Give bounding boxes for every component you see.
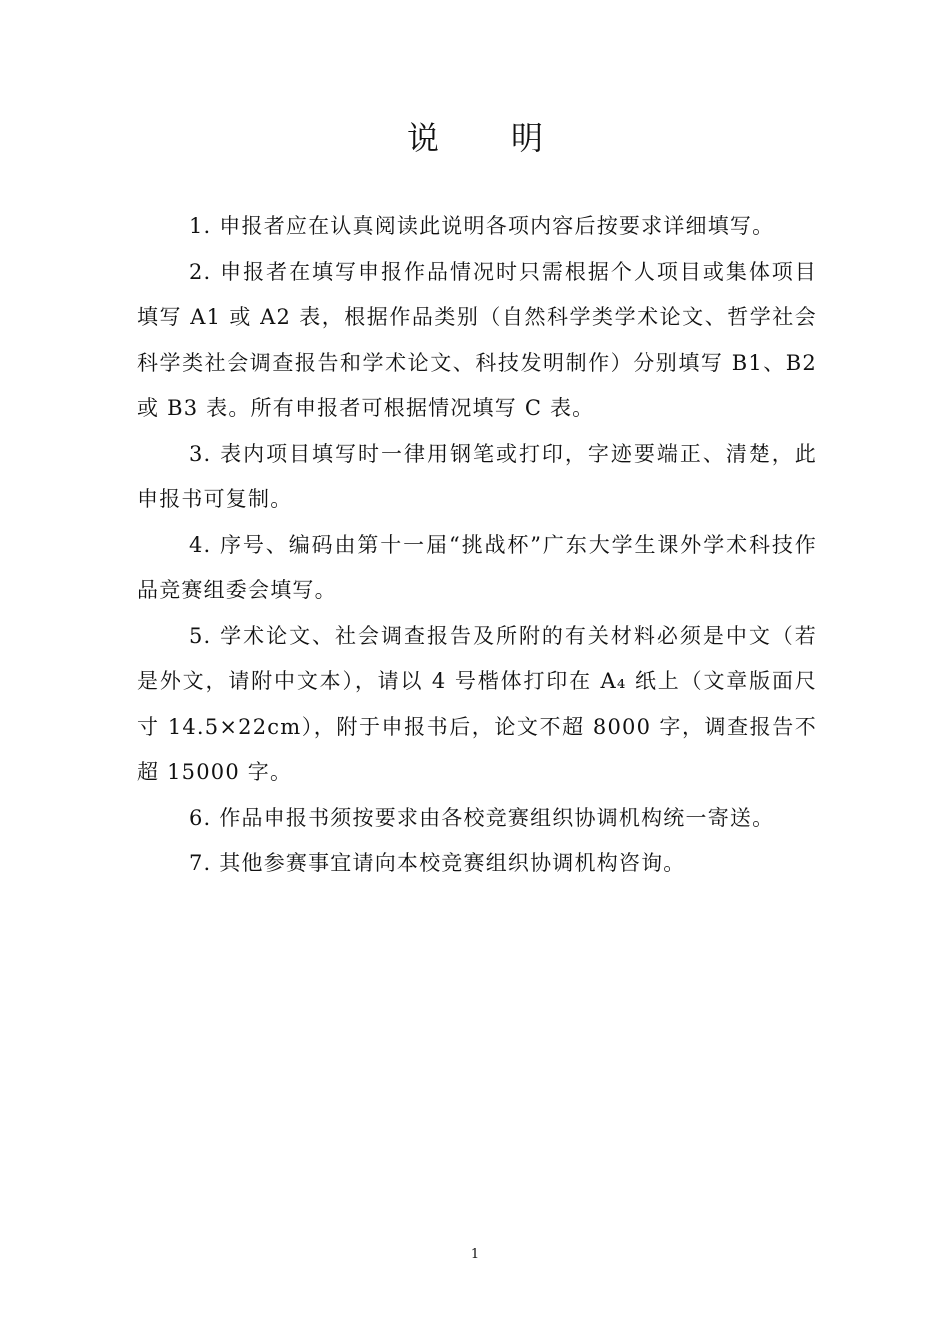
instruction-item-4: 4. 序号、编码由第十一届“挑战杯”广东大学生课外学术科技作品竞赛组委会填写。 <box>137 532 817 602</box>
page-number: 1 <box>470 1247 480 1262</box>
instruction-item-1: 1. 申报者应在认真阅读此说明各项内容后按要求详细填写。 <box>189 214 775 238</box>
instruction-item-7: 7. 其他参赛事宜请向本校竞赛组织协调机构咨询。 <box>189 851 686 875</box>
instruction-item-6: 6. 作品申报书须按要求由各校竞赛组织协调机构统一寄送。 <box>189 805 775 830</box>
page-title: 说明 <box>406 119 615 157</box>
instructions-body <box>137 204 817 887</box>
instruction-item-5: 5. 学术论文、社会调查报告及所附的有关材料必须是中文（若是外文，请附中文本），请以 4 号楷体打印在 A₄ 纸上（文章版面尺寸 14.5×22cm），附于申报书后，论文不超 8000 字，调查报告不超 15000 字。 <box>137 623 817 784</box>
instruction-item-2: 2. 申报者在填写申报作品情况时只需根据个人项目或集体项目填写 A1 或 A2 表，根据作品类别（自然科学类学术论文、哲学社会科学类社会调查报告和学术论文、科技发明制作）分别填写 B1、B2 或 B3 表。所有申报者可根据情况填写 C 表。 <box>137 259 817 420</box>
instruction-item-3: 3. 表内项目填写时一律用钢笔或打印，字迹要端正、清楚，此申报书可复制。 <box>137 441 817 511</box>
